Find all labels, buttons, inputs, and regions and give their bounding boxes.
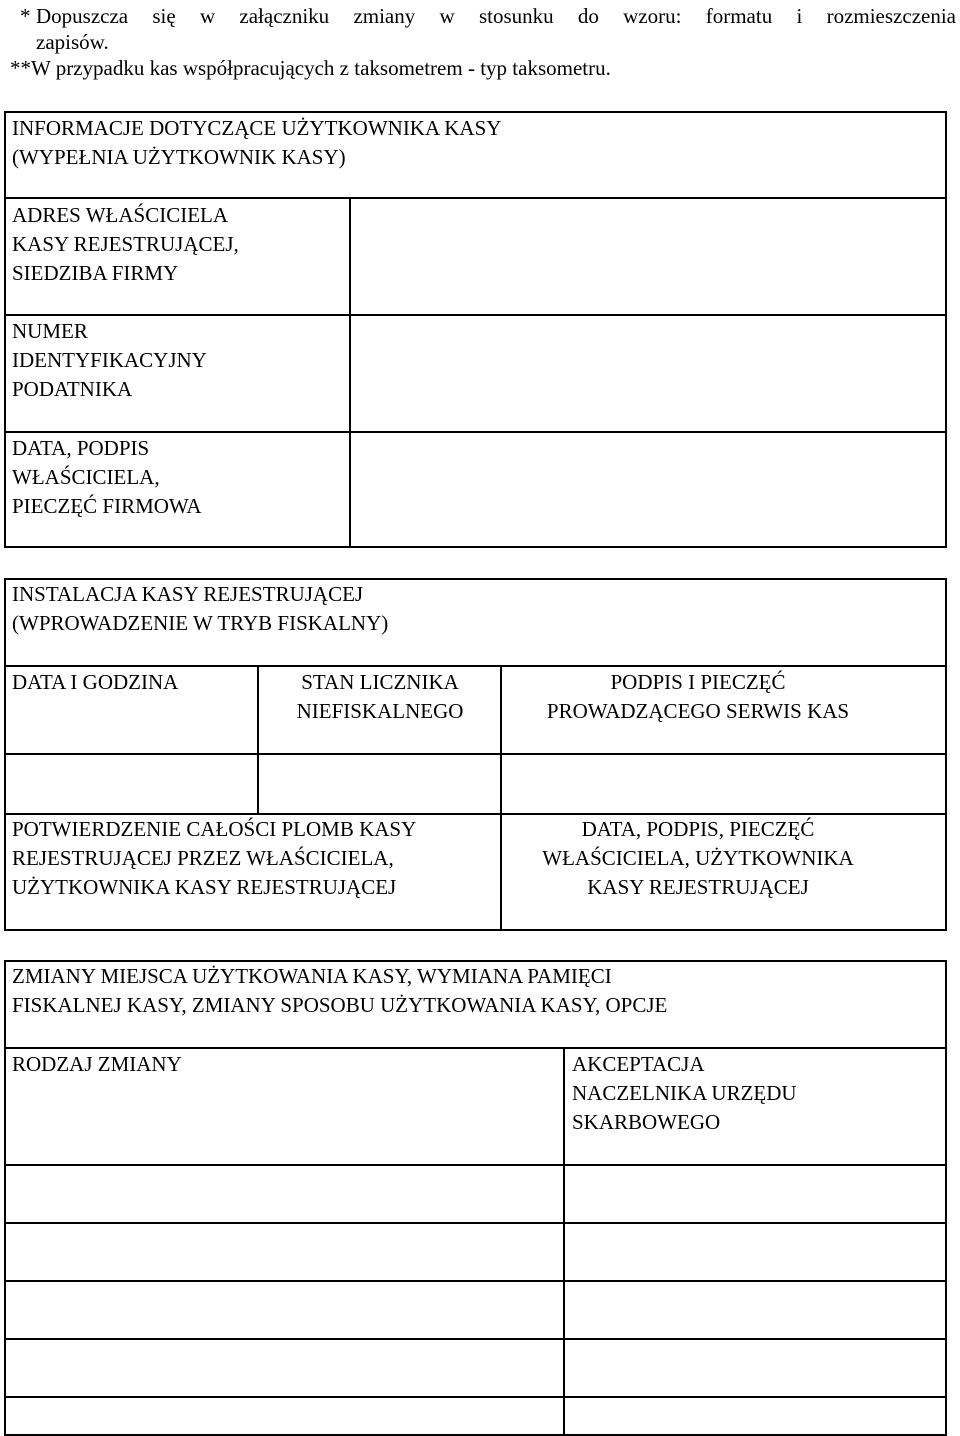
change-type-field[interactable] [8, 1342, 561, 1394]
owner-signature-label: DATA, PODPIS WŁAŚCICIELA, PIECZĘĆ FIRMOWA [12, 436, 202, 518]
seal-confirmation-signature: DATA, PODPIS, PIECZĘĆ WŁAŚCICIELA, UŻYTKOWNIKA KASY REJESTRUJĄCEJ [542, 817, 854, 899]
install-counter-field[interactable] [261, 757, 497, 811]
user-info-title: INFORMACJE DOTYCZĄCE UŻYTKOWNIKA KASY (WYPEŁNIA UŻYTKOWNIK KASY) [12, 116, 502, 169]
divider [563, 1047, 565, 1436]
change-type-field[interactable] [8, 1168, 561, 1220]
divider [4, 197, 947, 199]
col-service-signature: PODPIS I PIECZĘĆ PROWADZĄCEGO SERWIS KAS [546, 670, 850, 723]
divider [4, 314, 947, 316]
divider [349, 197, 351, 548]
col-date-time: DATA I GODZINA [12, 670, 179, 694]
divider [4, 753, 947, 755]
footnote-1-line2: zapisów. [36, 30, 109, 54]
owner-address-label: ADRES WŁAŚCICIELA KASY REJESTRUJĄCEJ, SIEDZIBA FIRMY [12, 203, 239, 285]
divider [4, 1280, 947, 1282]
seal-confirmation-label: POTWIERDZENIE CAŁOŚCI PLOMB KASY REJESTRUJĄCEJ PRZEZ WŁAŚCICIELA, UŻYTKOWNIKA KASY REJESTRUJĄCEJ [12, 817, 417, 899]
divider [500, 665, 502, 931]
change-type-field[interactable] [8, 1284, 561, 1336]
owner-signature-field[interactable] [353, 435, 943, 545]
divider [4, 431, 947, 433]
acceptance-field[interactable] [567, 1284, 944, 1336]
change-type-field[interactable] [8, 1226, 561, 1278]
divider [4, 1396, 947, 1398]
col-office-acceptance: AKCEPTACJA NACZELNIKA URZĘDU SKARBOWEGO [572, 1052, 797, 1134]
divider [4, 1338, 947, 1340]
changes-title: ZMIANY MIEJSCA UŻYTKOWANIA KASY, WYMIANA PAMIĘCI FISKALNEJ KASY, ZMIANY SPOSOBU UŻYTKOWANIA KASY, OPCJE [12, 964, 668, 1017]
installation-title: INSTALACJA KASY REJESTRUJĄCEJ (WPROWADZENIE W TRYB FISKALNY) [12, 582, 389, 635]
divider [4, 665, 947, 667]
col-change-type: RODZAJ ZMIANY [12, 1052, 182, 1076]
divider [4, 1047, 947, 1049]
tax-id-label: NUMER IDENTYFIKACYJNY PODATNIKA [12, 319, 207, 401]
footnote-1-marker: * [20, 4, 31, 28]
tax-id-field[interactable] [353, 318, 943, 428]
divider [4, 1164, 947, 1166]
owner-address-field[interactable] [353, 201, 943, 311]
install-signature-field[interactable] [504, 757, 944, 811]
divider [257, 665, 259, 814]
acceptance-field[interactable] [567, 1342, 944, 1394]
footnote-1-line1: Dopuszcza się w załączniku zmiany w stosunku do wzoru: formatu i rozmieszczenia [36, 4, 956, 28]
footnote-2: **W przypadku kas współpracujących z taksometrem - typ taksometru. [10, 56, 611, 80]
divider [4, 1222, 947, 1224]
acceptance-field[interactable] [567, 1168, 944, 1220]
col-counter: STAN LICZNIKA NIEFISKALNEGO [296, 670, 464, 723]
acceptance-field[interactable] [567, 1226, 944, 1278]
install-date-field[interactable] [8, 757, 254, 811]
